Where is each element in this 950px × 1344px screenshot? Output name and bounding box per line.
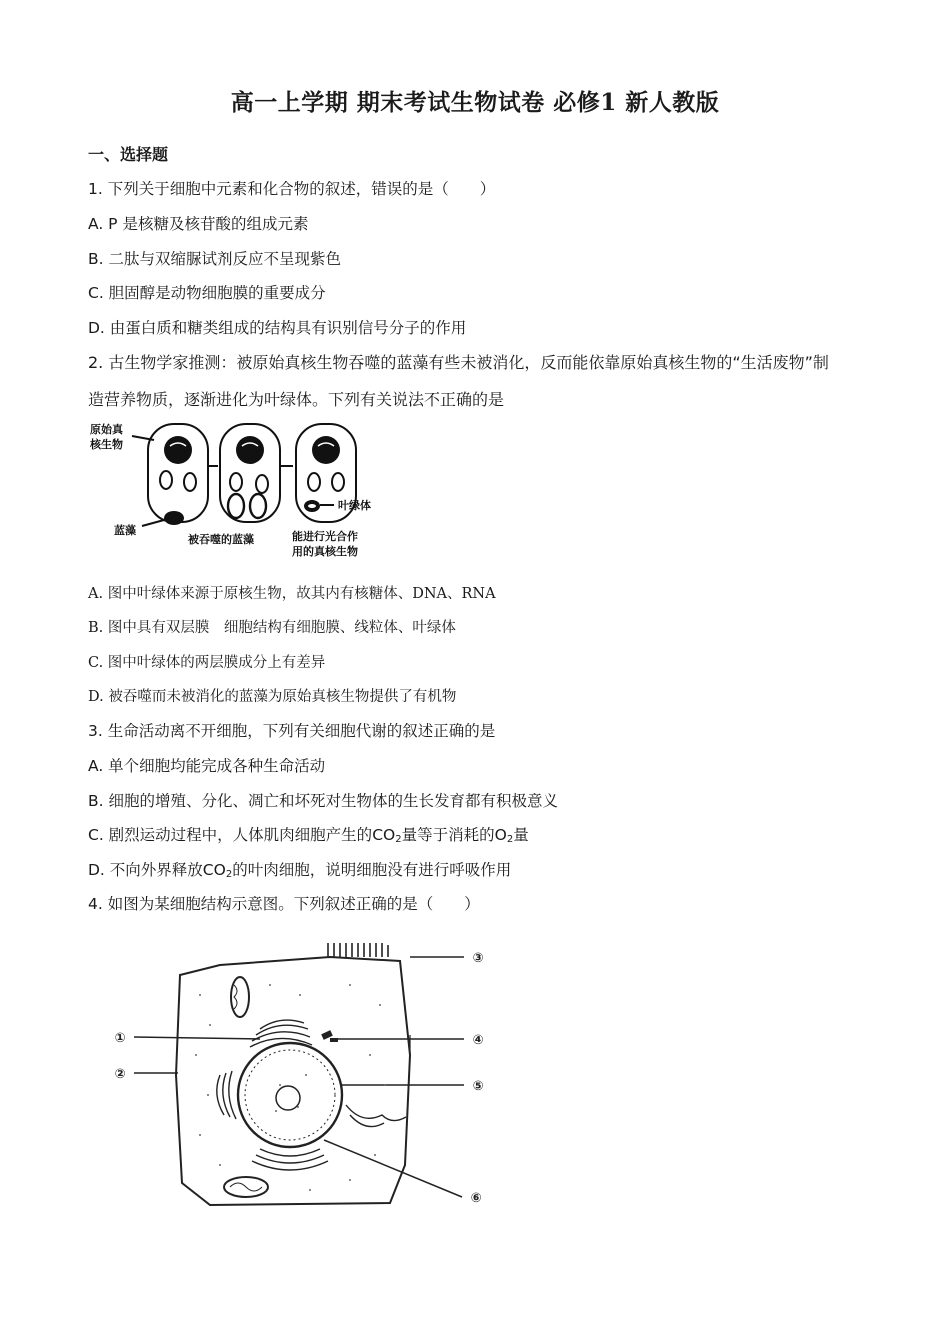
q2-option-a: A. 图中叶绿体来源于原核生物，故其内有核糖体、DNA、RNA [88, 586, 496, 602]
label-1: ① [114, 1031, 126, 1046]
q1-option-b: B. 二肽与双缩脲试剂反应不呈现紫色 [88, 250, 341, 268]
fig-label-engulfed: 被吞噬的蓝藻 [188, 533, 254, 546]
q1-stem: 1. 下列关于细胞中元素和化合物的叙述，错误的是（ ） [88, 180, 496, 198]
q1-option-d: D. 由蛋白质和糖类组成的结构具有识别信号分子的作用 [88, 319, 467, 337]
q1-option-a: A. P 是核糖及核苷酸的组成元素 [88, 215, 309, 233]
q2-option-b: B. 图中具有双层膜 细胞结构有细胞膜、线粒体、叶绿体 [88, 620, 456, 636]
fig-label-cyano: 蓝藻 [114, 524, 136, 537]
section-heading: 一、选择题 [88, 145, 169, 164]
cell-structure-figure [100, 935, 500, 1215]
label-6: ⑥ [470, 1191, 482, 1206]
fig-nucleus-3 [312, 436, 340, 464]
fig-pointer-cyano [142, 520, 164, 526]
q2-option-c: C. 图中叶绿体的两层膜成分上有差异 [88, 655, 326, 671]
q3-d-post: 的叶肉细胞，说明细胞没有进行呼吸作用 [232, 861, 512, 879]
microvilli [328, 943, 388, 957]
q3-option-a: A. 单个细胞均能完成各种生命活动 [88, 757, 326, 775]
q3-c-post: 量 [513, 826, 529, 844]
fig-label-eukaryote-2: 用的真核生物 [292, 545, 358, 558]
q2-stem-line1: 2. 古生物学家推测：被原始真核生物吞噬的蓝藻有些未被消化，反而能依靠原始真核生物的“生活废物”制 [88, 353, 829, 372]
nucleolus [276, 1086, 300, 1110]
endosymbiosis-figure [86, 418, 406, 563]
q3-stem: 3. 生命活动离不开细胞，下列有关细胞代谢的叙述正确的是 [88, 722, 496, 740]
q3-c-pre: C. 剧烈运动过程中，人体肌肉细胞产生的 [88, 826, 373, 844]
page-title: 高一上学期 期末考试生物试卷 必修1 新人教版 [230, 89, 720, 116]
q3-option-d [88, 858, 511, 880]
q4-stem: 4. 如图为某细胞结构示意图。下列叙述正确的是（ ） [88, 895, 480, 913]
label-4: ④ [472, 1033, 484, 1048]
q3-c-o: O [494, 826, 507, 844]
fig-nucleus-1 [164, 436, 192, 464]
fig-label-primitive-1: 原始真 [90, 423, 123, 436]
golgi-er-2 [217, 1071, 236, 1119]
fig-label-eukaryote-1: 能进行光合作 [292, 530, 358, 543]
q2-option-d: D. 被吞噬而未被消化的蓝藻为原始真核生物提供了有机物 [88, 689, 457, 705]
fig-label-primitive-2: 核生物 [90, 438, 123, 451]
label-2: ② [114, 1067, 126, 1082]
q3-c-co: CO [372, 826, 396, 844]
fig-cyano-free [164, 511, 184, 525]
q1-option-c: C. 胆固醇是动物细胞膜的重要成分 [88, 284, 326, 302]
q3-d-pre: D. 不向外界释放 [88, 861, 203, 879]
q3-c-o-sub: 2 [506, 834, 514, 845]
q3-c-co-sub: 2 [395, 834, 402, 845]
label-3: ③ [472, 951, 484, 966]
q3-option-b: B. 细胞的增殖、分化、凋亡和坏死对生物体的生长发育都有积极意义 [88, 792, 558, 810]
centriole [321, 1030, 338, 1042]
leader-lines [134, 957, 464, 1197]
cell-membrane [176, 957, 410, 1205]
nucleus [238, 1043, 342, 1147]
golgi-er-3 [252, 1149, 328, 1170]
q2-stem-line2: 造营养物质，逐渐进化为叶绿体。下列有关说法不正确的是 [88, 390, 505, 409]
fig-label-chloroplast: 叶绿体 [338, 499, 371, 512]
q3-d-co: CO [202, 861, 226, 879]
label-5: ⑤ [472, 1079, 484, 1094]
q3-option-c [88, 823, 529, 845]
q3-d-co-sub: 2 [225, 869, 233, 880]
golgi-er-4 [346, 1105, 406, 1127]
fig-nucleus-2 [236, 436, 264, 464]
q3-c-mid: 量等于消耗的 [401, 826, 495, 844]
cytoplasm-dots [195, 984, 386, 1191]
